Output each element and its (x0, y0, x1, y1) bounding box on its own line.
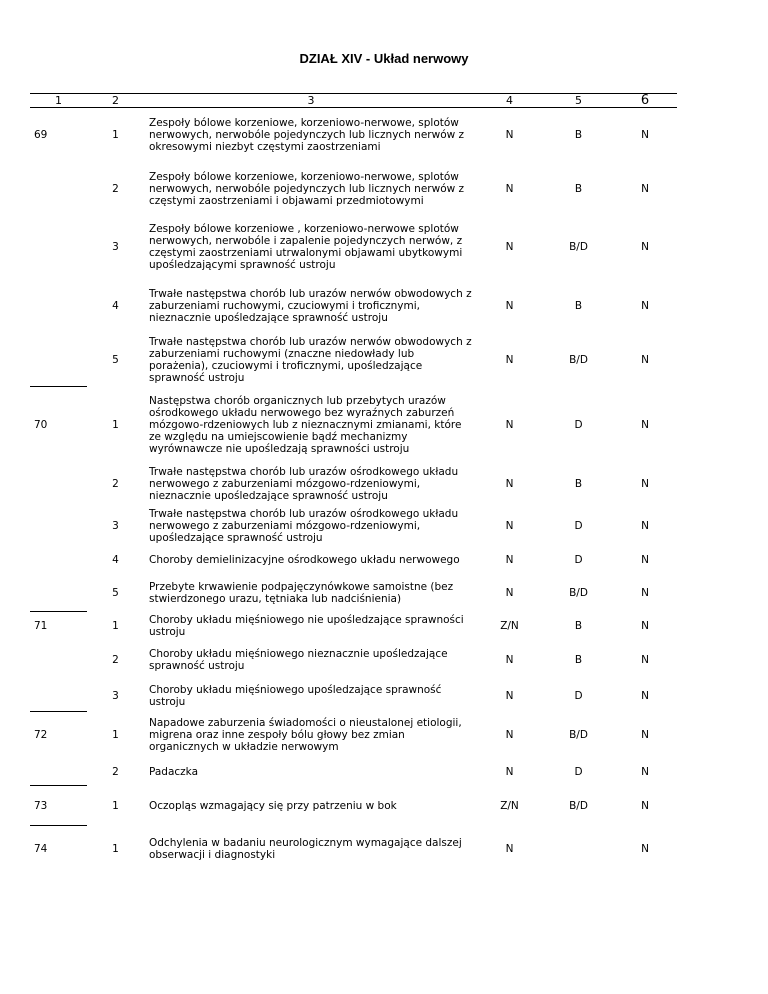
description: Choroby układu mięśniowego upośledzające sprawność ustroju (149, 683, 442, 708)
group-number (30, 333, 87, 387)
group-number: 70 (30, 387, 87, 463)
table-row (30, 574, 677, 612)
description: Choroby układu mięśniowego nie upośledzające sprawności ustroju (149, 613, 464, 638)
category-col6: N (641, 619, 649, 632)
column-header-5: 5 (544, 94, 613, 108)
item-number: 5 (112, 586, 119, 599)
column-header-6: 6 (613, 94, 677, 108)
category-col4: N (505, 842, 514, 855)
category-col5: D (574, 554, 583, 566)
table-row (30, 680, 677, 712)
item-number: 5 (112, 353, 119, 366)
table-row (30, 162, 677, 216)
category-col4: N (505, 653, 514, 666)
category-col5: B (574, 477, 583, 490)
table-row (30, 279, 677, 333)
item-number: 3 (112, 519, 119, 532)
table-row (30, 640, 677, 680)
table-row (30, 826, 677, 872)
group-number (30, 279, 87, 333)
category-col5: D (574, 519, 583, 532)
description: Przebyte krwawienie podpajęczynówkowe samoistne (bez stwierdzonego urazu, tętniaka lub nadciśnienia) (149, 580, 454, 605)
description: Padaczka (149, 766, 199, 778)
category-col5: D (574, 689, 583, 702)
group-number (30, 463, 87, 505)
table-row (30, 612, 677, 640)
category-col4: Z/N (500, 619, 519, 632)
column-header-4: 4 (475, 94, 544, 108)
category-col4: N (505, 418, 514, 431)
table-row (30, 786, 677, 826)
item-number: 2 (112, 653, 119, 666)
category-col5: B/D (569, 241, 588, 253)
category-col4: N (505, 128, 514, 141)
category-col5: B (574, 619, 583, 632)
description: Trwałe następstwa chorób lub urazów ośrodkowego układu nerwowego z zaburzeniami mózgowo-rdzeniowymi, nieznacznie upośledzające sprawność ustroju (149, 465, 459, 502)
item-number: 2 (112, 182, 119, 195)
table-row (30, 216, 677, 279)
item-number: 1 (112, 799, 119, 812)
group-number (30, 680, 87, 712)
group-number: 74 (30, 826, 87, 872)
category-col4: N (505, 182, 514, 195)
group-number: 72 (30, 712, 87, 759)
description: Napadowe zaburzenia świadomości o nieustalonej etiologii, migrena oraz inne zespoły bólu głowy bez zmian organicznych w układzie nerwowym (149, 717, 462, 753)
group-number (30, 216, 87, 279)
group-number (30, 547, 87, 574)
table-row (30, 505, 677, 547)
item-number: 4 (112, 554, 119, 566)
description: Następstwa chorób organicznych lub przebytych urazów ośrodkowego układu nerwowego bez wyraźnych zaburzeń mózgowo-rdzeniowych lub z nieznacznymi zmianami, które ze względu na umiejscowienie bądź mechanizmy wyrównawcze nie upośledzają sprawności ustroju (149, 394, 462, 455)
item-number: 1 (112, 842, 119, 855)
category-col6: N (641, 182, 649, 195)
column-header-2: 2 (87, 94, 144, 108)
item-number: 2 (112, 766, 119, 778)
group-number: 69 (30, 108, 87, 162)
category-col5: D (574, 766, 583, 778)
category-col6: N (641, 418, 649, 431)
table-row (30, 712, 677, 759)
category-col5: D (574, 418, 583, 431)
category-col6: N (641, 554, 649, 566)
group-number: 71 (30, 612, 87, 640)
category-col5: B (574, 299, 583, 312)
category-col5: B/D (569, 799, 588, 812)
category-col4: N (505, 477, 514, 490)
table-row (30, 387, 677, 463)
category-col4: N (505, 299, 514, 312)
category-col6: N (641, 353, 649, 366)
table-row (30, 333, 677, 387)
group-number (30, 505, 87, 547)
table-row (30, 547, 677, 574)
item-number: 4 (112, 299, 119, 312)
item-number: 1 (112, 128, 119, 141)
item-number: 1 (112, 418, 119, 431)
category-col4: N (505, 241, 514, 253)
category-col6: N (641, 477, 649, 490)
table-row (30, 108, 677, 162)
description: Zespoły bólowe korzeniowe, korzeniowo-nerwowe, splotów nerwowych, nerwobóle pojedynczych lub licznych nerwów z okresowymi niezbyt częstymi zaostrzeniami (149, 116, 465, 153)
category-col6: N (641, 689, 649, 702)
column-header-1: 1 (30, 94, 87, 108)
category-col4: N (505, 554, 514, 566)
table-row (30, 463, 677, 505)
category-col6: N (641, 128, 649, 141)
description: Choroby układu mięśniowego nieznacznie upośledzające sprawność ustroju (149, 647, 448, 672)
group-number (30, 574, 87, 612)
table-row (30, 759, 677, 786)
category-col6: N (641, 241, 649, 253)
description: Zespoły bólowe korzeniowe , korzeniowo-nerwowe splotów nerwowych, nerwobóle i zapalenie pojedynczych nerwów, z częstymi zaostrzeniami utrwalonymi objawami ubytkowymi upośledzającymi sprawność ustroju (149, 223, 463, 271)
category-col4: Z/N (500, 799, 519, 812)
requirements-table (30, 93, 677, 872)
category-col4: N (505, 353, 514, 366)
category-col5: B (574, 653, 583, 666)
category-col6: N (641, 766, 649, 778)
category-col4: N (505, 519, 514, 532)
category-col5: B/D (569, 586, 588, 599)
description: Trwałe następstwa chorób lub urazów nerwów obwodowych z zaburzeniami ruchowymi, czuciowymi i troficznymi, nieznacznie upośledzające sprawność ustroju (149, 287, 472, 324)
category-col6: N (641, 519, 649, 532)
description: Trwałe następstwa chorób lub urazów nerwów obwodowych z zaburzeniami ruchowymi (znaczne niedowłady lub porażenia), czuciowymi i troficznymi, upośledzające sprawność ustroju (149, 335, 472, 384)
category-col4: N (505, 689, 514, 702)
item-number: 2 (112, 477, 119, 490)
description: Trwałe następstwa chorób lub urazów ośrodkowego układu nerwowego z zaburzeniami mózgowo-rdzeniowymi, upośledzające sprawność ustroju (149, 507, 459, 544)
category-col6: N (641, 586, 649, 599)
group-number (30, 640, 87, 680)
category-col4: N (505, 766, 514, 778)
description: Zespoły bólowe korzeniowe, korzeniowo-nerwowe, splotów nerwowych, nerwobóle pojedynczych lub licznych nerwów z częstymi zaostrzeniami i objawami przedmiotowymi (149, 170, 465, 207)
description: Odchylenia w badaniu neurologicznym wymagające dalszej obserwacji i diagnostyki (149, 836, 462, 861)
description: Choroby demielinizacyjne ośrodkowego układu nerwowego (149, 554, 460, 566)
table-header-row (30, 94, 677, 108)
group-number: 73 (30, 786, 87, 826)
category-col6: N (641, 842, 649, 855)
description: Oczopląs wzmagający się przy patrzeniu w bok (149, 799, 397, 812)
page-title: DZIAŁ XIV - Układ nerwowy (299, 51, 469, 66)
item-number: 1 (112, 729, 119, 741)
column-header-3: 3 (144, 94, 475, 108)
group-number (30, 162, 87, 216)
category-col4: N (505, 729, 514, 741)
category-col6: N (641, 729, 649, 741)
category-col5: B/D (569, 353, 588, 366)
item-number: 1 (112, 619, 119, 632)
category-col6: N (641, 299, 649, 312)
category-col5: B (574, 128, 583, 141)
category-col5: B (574, 182, 583, 195)
item-number: 3 (112, 689, 119, 702)
item-number: 3 (112, 241, 119, 253)
category-col6: N (641, 799, 649, 812)
category-col4: N (505, 586, 514, 599)
group-number (30, 759, 87, 786)
category-col5: B/D (569, 729, 588, 741)
category-col5 (544, 826, 613, 872)
category-col6: N (641, 653, 649, 666)
